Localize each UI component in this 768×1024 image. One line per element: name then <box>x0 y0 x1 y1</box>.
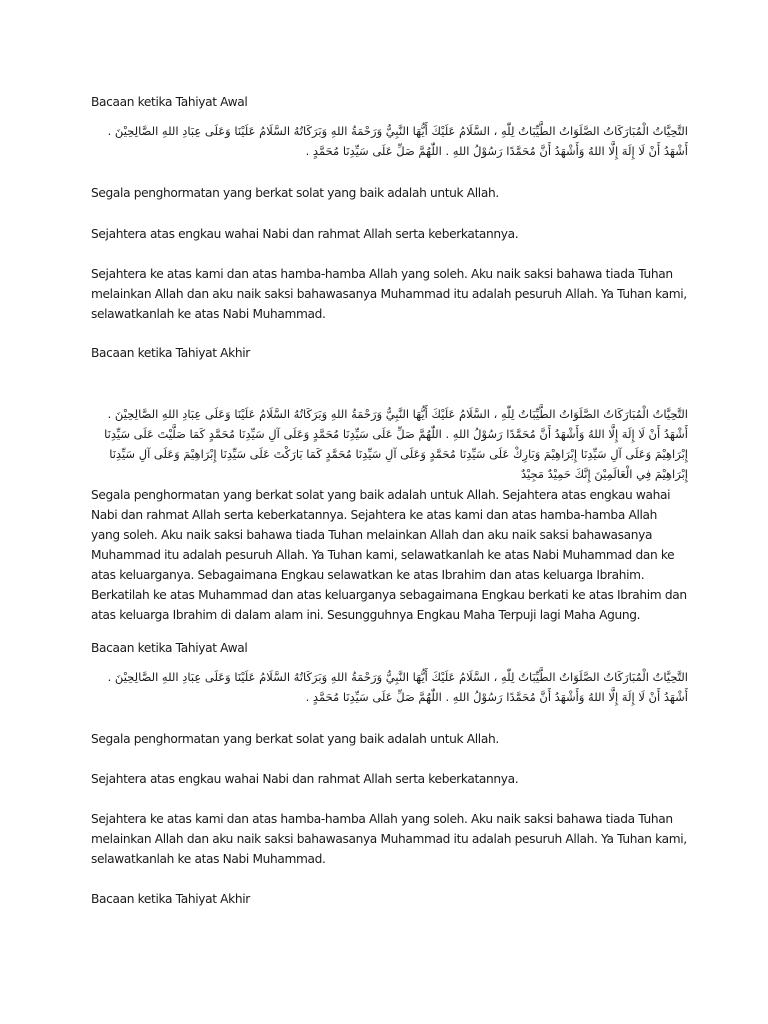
paragraph: Sejahtera ke atas kami dan atas hamba-hamba Allah yang soleh. Aku naik saksi bahawa tiada Tuhan melainkan Allah dan aku naik saksi bahawasanya Muhammad itu adalah pesuruh Allah. Ya Tuhan kami, selawatkanlah ke atas Nabi Muhammad. <box>91 812 687 866</box>
arabic-text: التَّحِيَّاتُ الْمُبَارَكَاتُ الصَّلَوَاتُ الطَّيِّبَاتُ لِلّٰهِ ، السَّلَامُ عَلَيْكَ أَيُّهَا النَّبِيُّ وَرَحْمَةُ اللهِ وَبَرَكَاتُهُ السَّلَامُ عَلَيْنَا وَعَلَى عِبَادِ اللهِ الصَّالِحِيْنَ . أَشْهَدُ أَنْ لَا إِلَهَ إِلَّا اللهُ وَأَشْهَدُ أَنَّ مُحَمَّدًا رَسُوْلُ اللهِ . اللّٰهُمَّ صَلِّ عَلَى سَيِّدِنَا مُحَمَّدٍ وَعَلَى آلِ سَيِّدِنَا مُحَمَّدٍ كَمَا صَلَّيْتَ عَلَى سَيِّدِنَا إِبْرَاهِيْمَ وَعَلَى آلِ سَيِّدِنَا إِبْرَاهِيْمَ وَبَارِكْ عَلَى سَيِّدِنَا مُحَمَّدٍ وَعَلَى آلِ سَيِّدِنَا مُحَمَّدٍ كَمَا بَارَكْتَ عَلَى سَيِّدِنَا إِبْرَاهِيْمَ وَعَلَى آلِ سَيِّدِنَا إِبْرَاهِيْمَ فِي الْعَالَمِيْنَ إِنَّكَ حَمِيْدٌ مَجِيْدٌ <box>104 407 688 481</box>
arabic-text: التَّحِيَّاتُ الْمُبَارَكَاتُ الصَّلَوَاتُ الطَّيِّبَاتُ لِلّٰهِ ، السَّلَامُ عَلَيْكَ أَيُّهَا النَّبِيُّ وَرَحْمَةُ اللهِ وَبَرَكَاتُهُ السَّلَامُ عَلَيْنَا وَعَلَى عِبَادِ اللهِ الصَّالِحِيْنَ . أَشْهَدُ أَنْ لَا إِلَهَ إِلَّا اللهُ وَأَشْهَدُ أَنَّ مُحَمَّدًا رَسُوْلُ اللهِ . اللّٰهُمَّ صَلِّ عَلَى سَيِّدِنَا مُحَمَّدٍ . <box>107 124 688 158</box>
paragraph: Sejahtera atas engkau wahai Nabi dan rahmat Allah serta keberkatannya. <box>91 227 519 241</box>
paragraph: Sejahtera atas engkau wahai Nabi dan rahmat Allah serta keberkatannya. <box>91 772 519 786</box>
section-heading: Bacaan ketika Tahiyat Akhir <box>91 892 250 906</box>
paragraph: Segala penghormatan yang berkat solat yang baik adalah untuk Allah. <box>91 732 499 746</box>
arabic-text: التَّحِيَّاتُ الْمُبَارَكَاتُ الصَّلَوَاتُ الطَّيِّبَاتُ لِلّٰهِ ، السَّلَامُ عَلَيْكَ أَيُّهَا النَّبِيُّ وَرَحْمَةُ اللهِ وَبَرَكَاتُهُ السَّلَامُ عَلَيْنَا وَعَلَى عِبَادِ اللهِ الصَّالِحِيْنَ . أَشْهَدُ أَنْ لَا إِلَهَ إِلَّا اللهُ وَأَشْهَدُ أَنَّ مُحَمَّدًا رَسُوْلُ اللهِ . اللّٰهُمَّ صَلِّ عَلَى سَيِّدِنَا مُحَمَّدٍ . <box>107 670 688 704</box>
paragraph: Segala penghormatan yang berkat solat yang baik adalah untuk Allah. <box>91 186 499 200</box>
section-heading: Bacaan ketika Tahiyat Awal <box>91 641 248 655</box>
paragraph: Sejahtera ke atas kami dan atas hamba-hamba Allah yang soleh. Aku naik saksi bahawa tiada Tuhan melainkan Allah dan aku naik saksi bahawasanya Muhammad itu adalah pesuruh Allah. Ya Tuhan kami, selawatkanlah ke atas Nabi Muhammad. <box>91 267 687 321</box>
paragraph: Segala penghormatan yang berkat solat yang baik adalah untuk Allah. Sejahtera atas engkau wahai Nabi dan rahmat Allah serta keberkatannya. Sejahtera ke atas kami dan atas hamba-hamba Allah yang soleh. Aku naik saksi bahawa tiada Tuhan melainkan Allah dan aku naik saksi bahawasanya Muhammad itu adalah pesuruh Allah. Ya Tuhan kami, selawatkanlah ke atas Nabi Muhammad dan ke atas keluarganya. Sebagaimana Engkau selawatkan ke atas Ibrahim dan atas keluarga Ibrahim. Berkatilah ke atas Muhammad dan atas keluarganya sebagaimana Engkau berkati ke atas Ibrahim dan atas keluarga Ibrahim di dalam alam ini. Sesungguhnya Engkau Maha Terpuji lagi Maha Agung. <box>91 488 687 622</box>
section-heading: Bacaan ketika Tahiyat Akhir <box>91 346 250 360</box>
section-heading: Bacaan ketika Tahiyat Awal <box>91 95 248 109</box>
